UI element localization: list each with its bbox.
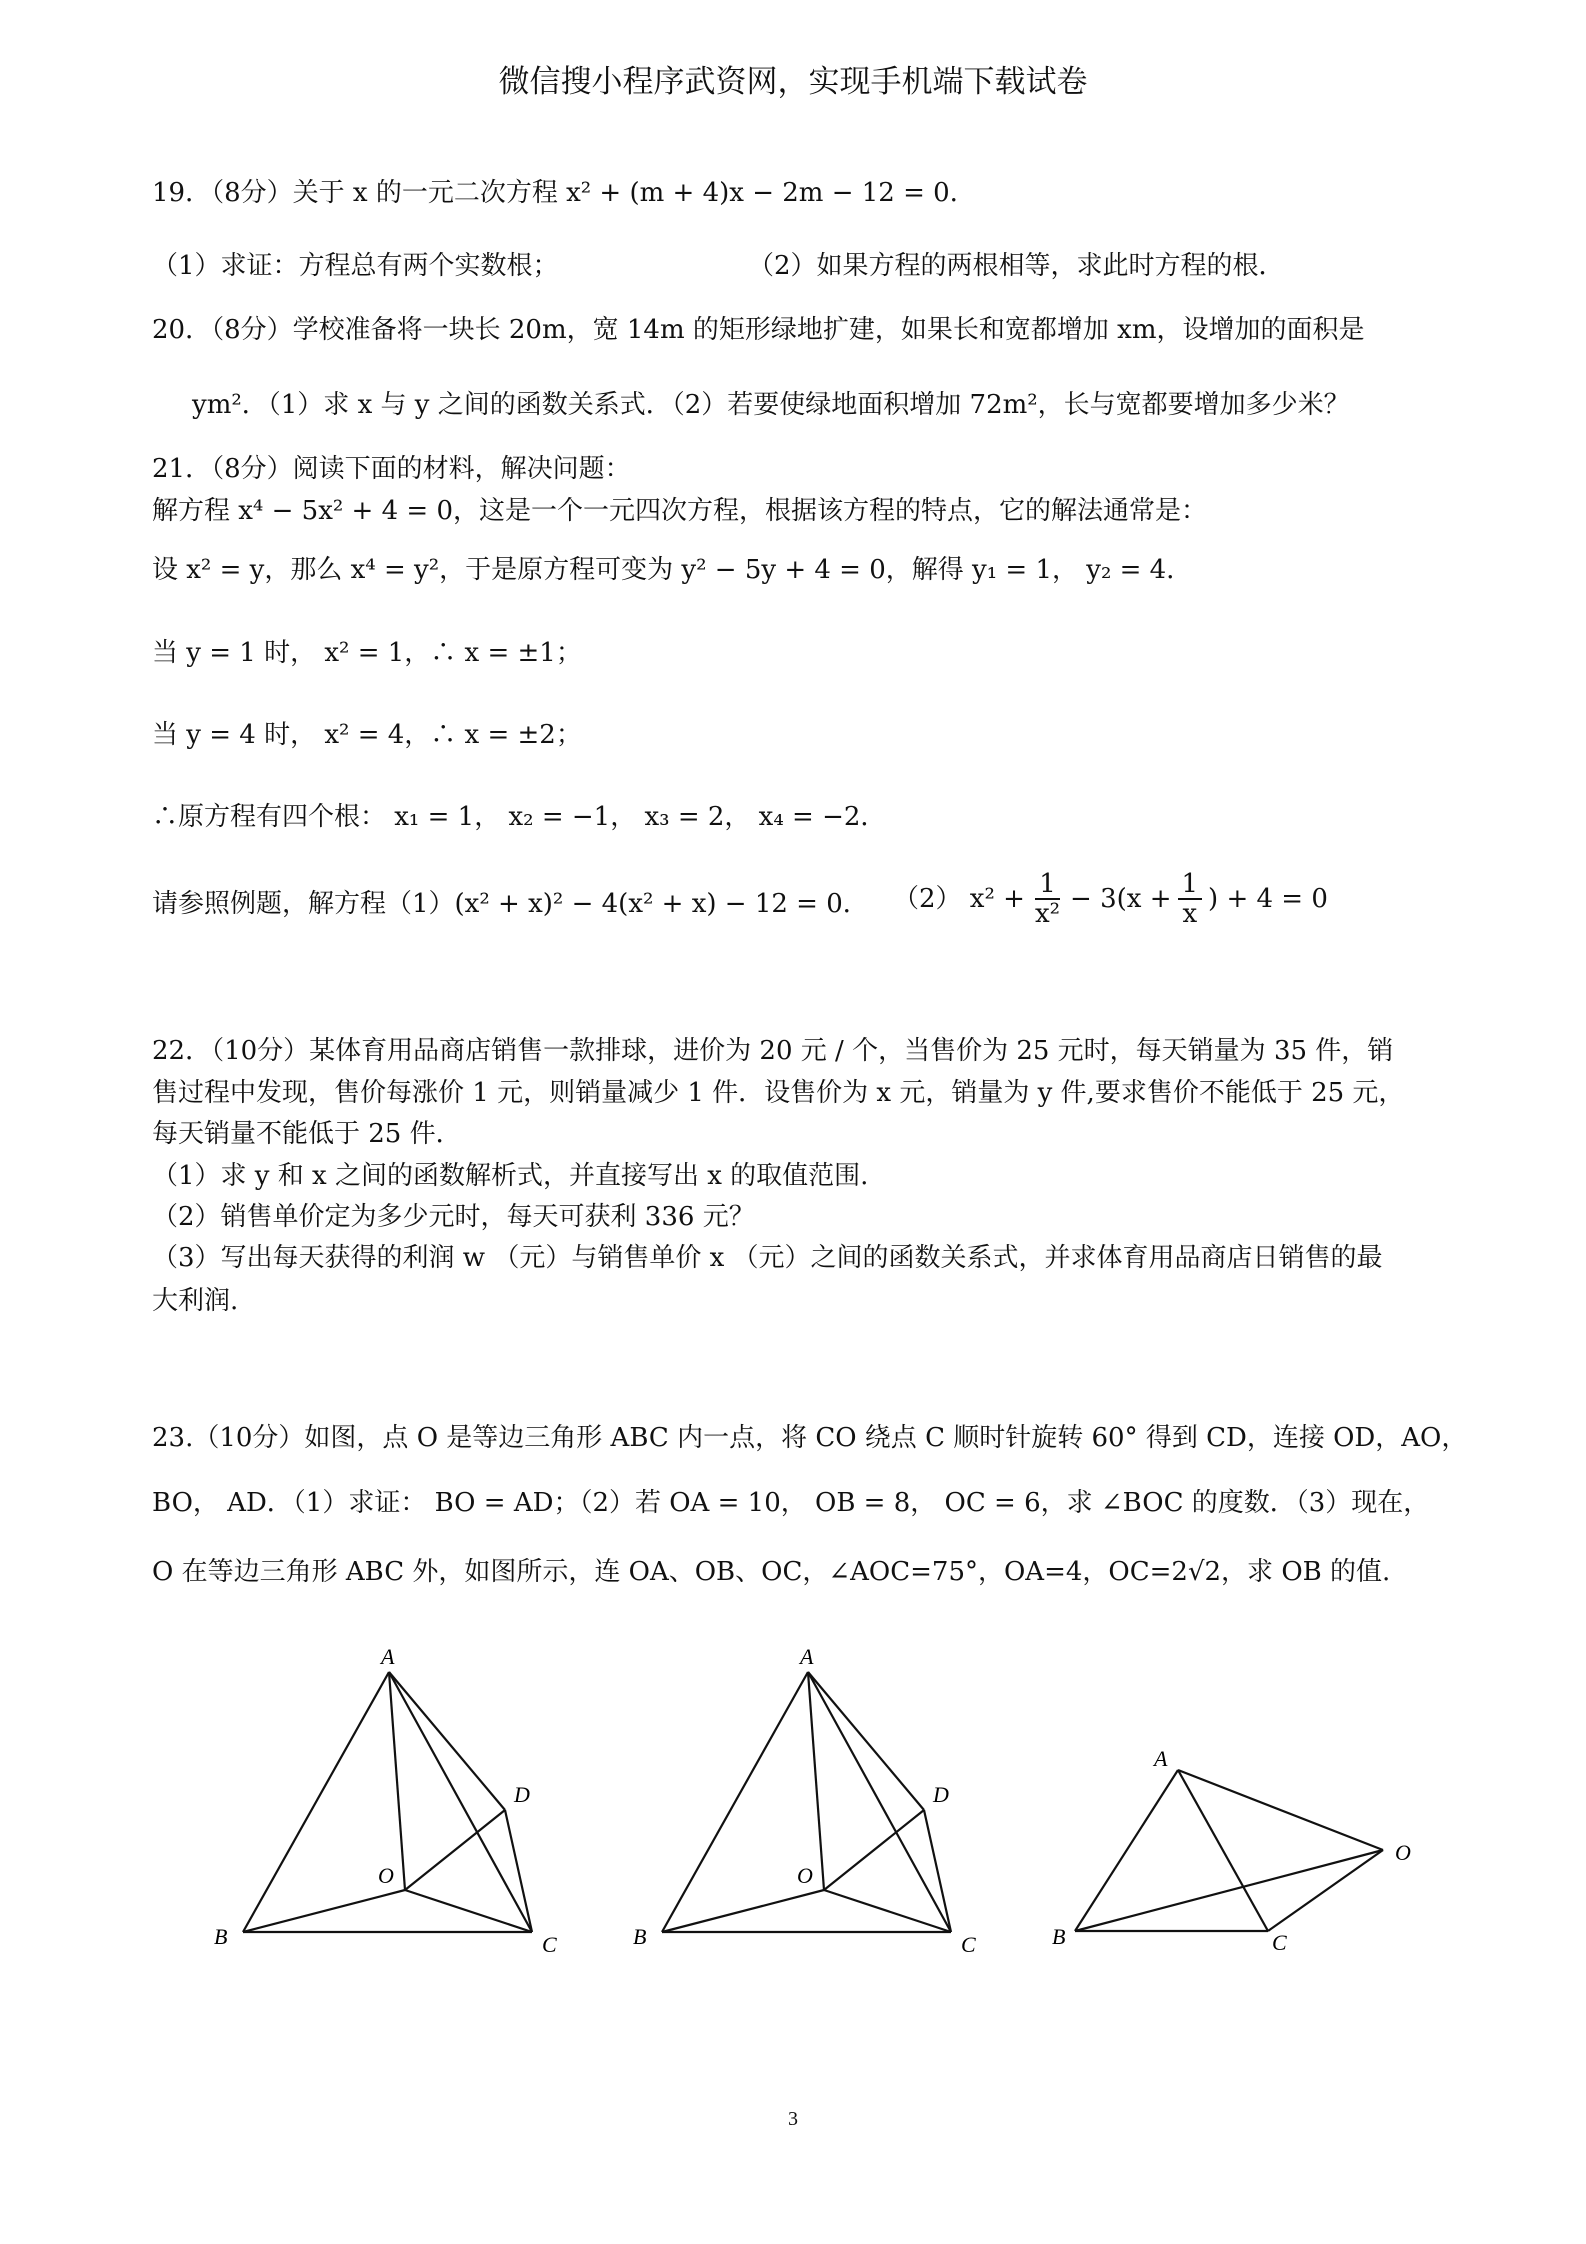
q21-line4: 当 y = 4 时， x² = 4，∴ x = ±2； bbox=[152, 720, 582, 750]
q19-part2: （2）如果方程的两根相等，求此时方程的根． bbox=[748, 251, 1285, 281]
q22-part3a: （3）写出每天获得的利润 w （元）与销售单价 x （元）之间的函数关系式，并求体育用品商店日销售的最 bbox=[152, 1243, 1383, 1273]
fig1-segment-OD bbox=[405, 1810, 505, 1890]
fig2-segment-OD bbox=[824, 1810, 924, 1890]
geometry-figures bbox=[0, 1640, 1586, 1960]
q23-line1: 23.（10分）如图，点 O 是等边三角形 ABC 内一点，将 CO 绕点 C 顺时针旋转 60° 得到 CD，连接 OD，AO， bbox=[152, 1423, 1468, 1453]
fig2-segment-DC bbox=[924, 1810, 951, 1932]
fig3-label-O: O bbox=[1395, 1840, 1411, 1865]
fraction1-numerator: 1 bbox=[1035, 870, 1060, 900]
fig2-segment-AO bbox=[808, 1672, 824, 1890]
q21-task2-fraction1 bbox=[1031, 870, 1064, 928]
fig2-label-O: O bbox=[797, 1863, 813, 1888]
fig1-segment-AD bbox=[389, 1672, 505, 1810]
fraction2-denominator: x bbox=[1182, 899, 1198, 929]
q22-line2: 售过程中发现，售价每涨价 1 元，则销量减少 1 件．设售价为 x 元，销量为 y 件,要求售价不能低于 25 元， bbox=[152, 1078, 1405, 1108]
q21-stem: 21．（8分）阅读下面的材料，解决问题： bbox=[152, 454, 631, 484]
fig2-segment-BO bbox=[662, 1890, 824, 1932]
q21-task2 bbox=[893, 870, 1328, 928]
fig2-segment-AB bbox=[662, 1672, 808, 1932]
q21-line1: 解方程 x⁴ − 5x² + 4 = 0，这是一个一元四次方程，根据该方程的特点，它的解法通常是： bbox=[152, 496, 1208, 526]
q21-task2-fraction2 bbox=[1178, 870, 1203, 928]
fig1-label-C: C bbox=[542, 1932, 557, 1957]
figure-3 bbox=[1075, 1770, 1383, 1931]
fig3-segment-AO bbox=[1178, 1770, 1383, 1850]
fig3-label-C: C bbox=[1272, 1930, 1287, 1955]
fig3-segment-CO bbox=[1268, 1850, 1383, 1931]
page-number: 3 bbox=[788, 2108, 798, 2130]
fig1-segment-DC bbox=[505, 1810, 532, 1932]
q22-part2: （2）销售单价定为多少元时，每天可获利 336 元？ bbox=[152, 1202, 755, 1232]
fraction1-denominator: x² bbox=[1034, 899, 1061, 929]
fig2-label-A: A bbox=[800, 1644, 814, 1669]
q21-line5: ∴原方程有四个根： x₁ = 1， x₂ = −1， x₃ = 2， x₄ = −2． bbox=[152, 802, 887, 832]
fig2-label-D: D bbox=[933, 1782, 949, 1807]
fig3-segment-AC bbox=[1178, 1770, 1268, 1931]
q21-line3: 当 y = 1 时， x² = 1，∴ x = ±1； bbox=[152, 638, 582, 668]
q21-task2-mid: − 3(x + bbox=[1070, 884, 1172, 914]
fig1-label-B: B bbox=[214, 1924, 228, 1949]
fig1-label-A: A bbox=[381, 1644, 395, 1669]
q21-task2-suffix: ) + 4 = 0 bbox=[1208, 884, 1328, 914]
q22-part1: （1）求 y 和 x 之间的函数解析式，并直接写出 x 的取值范围. bbox=[152, 1161, 869, 1191]
q22-line1: 22．（10分）某体育用品商店销售一款排球，进价为 20 元 / 个，当售价为 25 元时，每天销量为 35 件，销 bbox=[152, 1036, 1394, 1066]
fig2-label-C: C bbox=[961, 1932, 976, 1957]
figure-2 bbox=[662, 1672, 951, 1932]
fig1-segment-BO bbox=[243, 1890, 405, 1932]
q22-line3: 每天销量不能低于 25 件． bbox=[152, 1119, 462, 1149]
fig3-label-A: A bbox=[1154, 1746, 1168, 1771]
q21-line2: 设 x² = y，那么 x⁴ = y²，于是原方程可变为 y² − 5y + 4 = 0，解得 y₁ = 1， y₂ = 4． bbox=[152, 555, 1193, 585]
fraction2-numerator: 1 bbox=[1178, 870, 1203, 900]
fig1-segment-AB bbox=[243, 1672, 389, 1932]
q23-line3: O 在等边三角形 ABC 外，如图所示，连 OA、OB、OC，∠AOC=75°，OA=4，OC=2√2，求 OB 的值. bbox=[152, 1557, 1391, 1587]
q20-line2: ym²．（1）求 x 与 y 之间的函数关系式．（2）若要使绿地面积增加 72m²，长与宽都要增加多少米？ bbox=[192, 390, 1350, 420]
fig1-segment-AO bbox=[389, 1672, 405, 1890]
q21-task1: 请参照例题，解方程（1）(x² + x)² − 4(x² + x) − 12 = 0． bbox=[152, 889, 869, 919]
fig1-label-D: D bbox=[514, 1782, 530, 1807]
fig2-label-B: B bbox=[633, 1924, 647, 1949]
fig3-label-B: B bbox=[1052, 1924, 1066, 1949]
figure-1 bbox=[243, 1672, 532, 1932]
fig1-segment-AC bbox=[389, 1672, 532, 1932]
fig2-segment-AC bbox=[808, 1672, 951, 1932]
q19-part1: （1）求证：方程总有两个实数根； bbox=[152, 251, 559, 281]
fig1-label-O: O bbox=[378, 1863, 394, 1888]
page-header: 微信搜小程序武资网，实现手机端下载试卷 bbox=[498, 64, 1088, 100]
q23-line2: BO， AD．（1）求证： BO = AD；（2）若 OA = 10， OB = 8， OC = 6，求 ∠BOC 的度数．（3）现在， bbox=[152, 1488, 1430, 1518]
q21-task2-prefix: （2） x² + bbox=[893, 884, 1025, 914]
fig2-segment-AD bbox=[808, 1672, 924, 1810]
q22-part3b: 大利润. bbox=[152, 1286, 239, 1316]
q19-stem: 19．（8分）关于 x 的一元二次方程 x² + (m + 4)x − 2m − 12 = 0． bbox=[152, 178, 976, 208]
q20-line1: 20．（8分）学校准备将一块长 20m，宽 14m 的矩形绿地扩建，如果长和宽都增加 xm，设增加的面积是 bbox=[152, 315, 1365, 345]
